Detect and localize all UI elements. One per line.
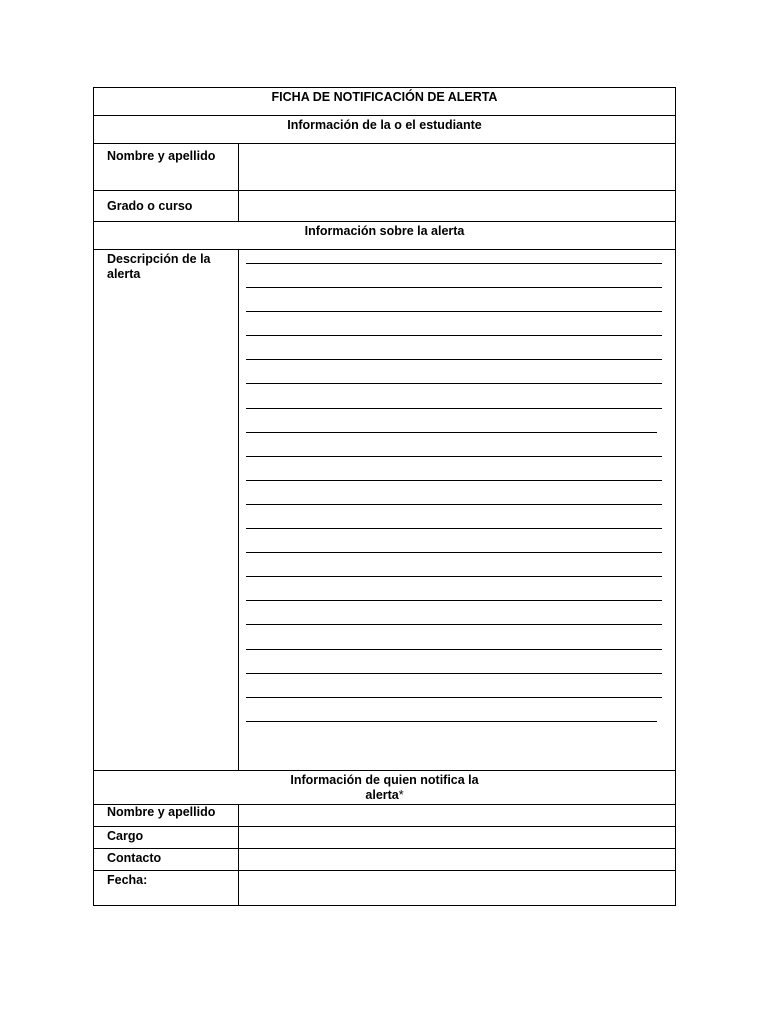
notifier-name-row: [94, 805, 676, 827]
alert-description-label: Descripción de la alerta: [94, 250, 239, 771]
form-title: FICHA DE NOTIFICACIÓN DE ALERTA: [94, 88, 676, 116]
student-heading-row: [94, 116, 676, 144]
notifier-heading-line2-text: alerta: [365, 788, 399, 802]
notifier-heading-line1: Información de quien notifica la: [290, 773, 479, 787]
notifier-date-row: [94, 871, 676, 906]
description-line: [246, 423, 665, 447]
notifier-position-row: [94, 827, 676, 849]
notifier-position-field[interactable]: [239, 827, 676, 849]
title-row: [94, 88, 676, 116]
student-name-field[interactable]: [239, 144, 676, 191]
student-name-row: [94, 144, 676, 191]
notifier-heading-line2: [94, 788, 675, 803]
notifier-section-heading: [94, 771, 676, 805]
description-lines: [246, 254, 665, 736]
notifier-contact-label: Contacto: [94, 849, 239, 871]
student-grade-row: [94, 191, 676, 222]
description-line: [246, 543, 665, 567]
student-name-label: Nombre y apellido: [94, 144, 239, 191]
description-line: [246, 712, 665, 736]
description-line: [246, 278, 665, 302]
description-line: [246, 688, 665, 712]
notifier-name-field[interactable]: [239, 805, 676, 827]
notifier-contact-field[interactable]: [239, 849, 676, 871]
alert-notification-form: [93, 87, 676, 906]
description-line: [246, 567, 665, 591]
alert-heading-row: [94, 222, 676, 250]
student-grade-label: Grado o curso: [94, 191, 239, 222]
description-line: [246, 447, 665, 471]
alert-section-heading: Información sobre la alerta: [94, 222, 676, 250]
description-line: [246, 254, 665, 278]
student-grade-field[interactable]: [239, 191, 676, 222]
alert-description-field[interactable]: [239, 250, 676, 771]
description-line: [246, 374, 665, 398]
description-line: [246, 326, 665, 350]
description-line: [246, 399, 665, 423]
alert-description-row: [94, 250, 676, 771]
description-line: [246, 350, 665, 374]
description-line: [246, 302, 665, 326]
asterisk-mark: *: [398, 788, 404, 802]
notifier-heading-row: [94, 771, 676, 805]
description-line: [246, 615, 665, 639]
notifier-date-field[interactable]: [239, 871, 676, 906]
notifier-contact-row: [94, 849, 676, 871]
notifier-name-label: Nombre y apellido: [94, 805, 239, 827]
description-line: [246, 640, 665, 664]
notifier-position-label: Cargo: [94, 827, 239, 849]
student-section-heading: Información de la o el estudiante: [94, 116, 676, 144]
description-line: [246, 664, 665, 688]
description-line: [246, 471, 665, 495]
notifier-date-label: Fecha:: [94, 871, 239, 906]
description-line: [246, 495, 665, 519]
description-line: [246, 519, 665, 543]
description-line: [246, 591, 665, 615]
